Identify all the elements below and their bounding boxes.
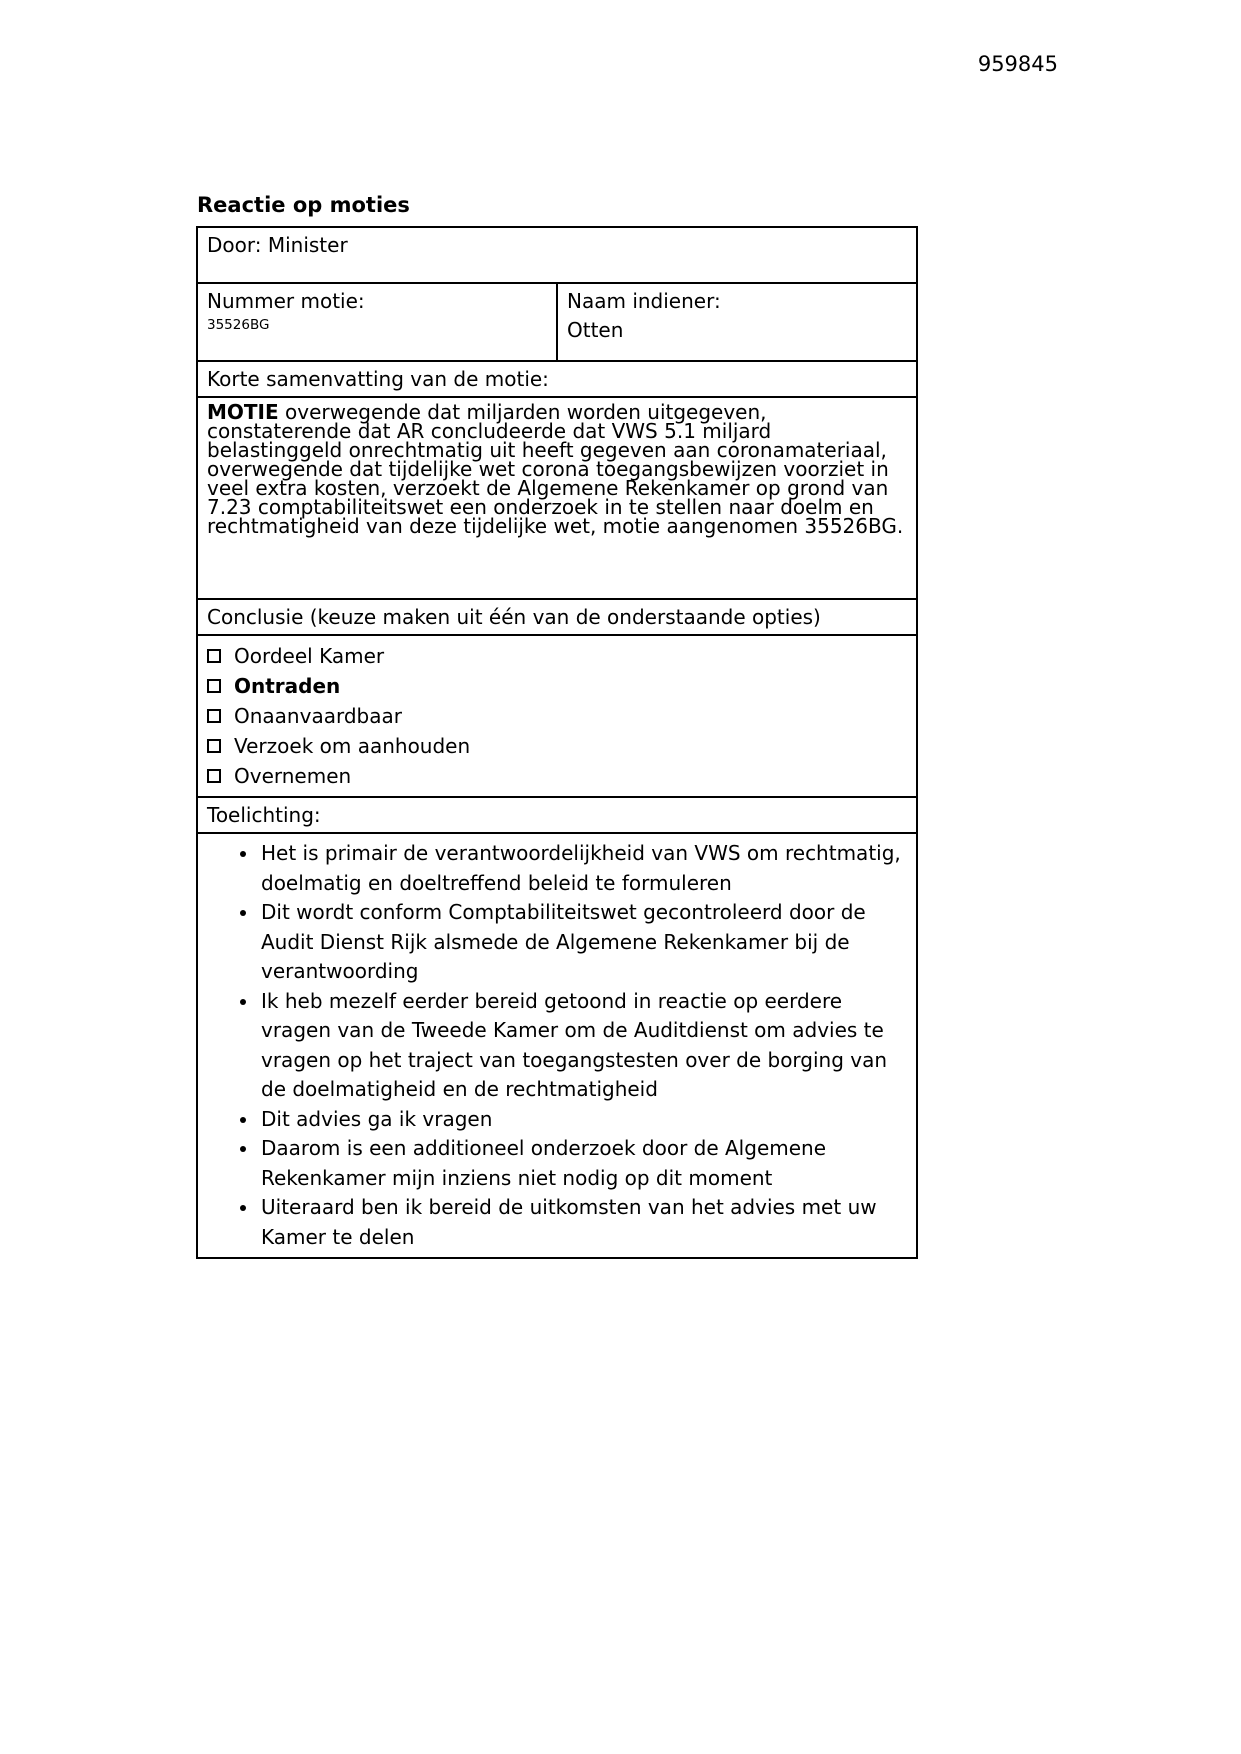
conclusie-options-row	[197, 635, 917, 797]
samenvatting-lead: MOTIE	[207, 400, 279, 424]
option-label: Ontraden	[234, 674, 341, 698]
motie-form-table	[196, 226, 918, 1259]
conclusie-header-row	[197, 599, 917, 635]
nummer-motie-value: 35526BG	[207, 317, 270, 333]
samenvatting-header: Korte samenvatting van de motie:	[197, 361, 917, 397]
door-row	[197, 227, 917, 283]
option-verzoek-om-aanhouden[interactable]	[207, 731, 907, 761]
toelichting-header: Toelichting:	[197, 797, 917, 833]
samenvatting-header-row	[197, 361, 917, 397]
doc-number: 959845	[977, 52, 1058, 76]
option-label: Overnemen	[234, 764, 352, 788]
conclusie-options	[197, 635, 917, 797]
page-title: Reactie op moties	[197, 193, 410, 217]
option-label: Onaanvaardbaar	[234, 704, 402, 728]
option-ontraden[interactable]	[207, 671, 907, 701]
option-oordeel-kamer[interactable]	[207, 641, 907, 671]
option-label: Oordeel Kamer	[234, 644, 385, 668]
nummer-motie-cell	[197, 283, 557, 361]
checkbox-icon[interactable]	[207, 769, 221, 783]
door-field: Door: Minister	[197, 227, 917, 283]
samenvatting-text	[197, 397, 917, 599]
toelichting-list	[207, 839, 907, 1252]
conclusie-header: Conclusie (keuze maken uit één van de onderstaande opties)	[197, 599, 917, 635]
toelichting-item: • Daarom is een additioneel onderzoek door de Algemene Rekenkamer mijn inziens niet nodig op dit moment	[259, 1134, 907, 1193]
toelichting-item: • Uiteraard ben ik bereid de uitkomsten van het advies met uw Kamer te delen	[259, 1193, 907, 1252]
naam-indiener-label: Naam indiener:	[567, 289, 721, 313]
toelichting-item: • Dit wordt conform Comptabiliteitswet gecontroleerd door de Audit Dienst Rijk alsmede de Algemene Rekenkamer bij de verantwoording	[259, 898, 907, 987]
document-content	[196, 193, 918, 1259]
checkbox-icon[interactable]	[207, 679, 221, 693]
option-onaanvaardbaar[interactable]	[207, 701, 907, 731]
motie-meta-row	[197, 283, 917, 361]
checkbox-icon[interactable]	[207, 649, 221, 663]
nummer-motie-label: Nummer motie:	[207, 289, 365, 313]
naam-indiener-value: Otten	[567, 318, 624, 342]
naam-indiener-cell	[557, 283, 917, 361]
option-label: Verzoek om aanhouden	[234, 734, 471, 758]
toelichting-row	[197, 833, 917, 1258]
samenvatting-row	[197, 397, 917, 599]
toelichting-item: • Ik heb mezelf eerder bereid getoond in reactie op eerdere vragen van de Tweede Kamer om de Auditdienst om advies te vragen op het traject van toegangstesten over de borging van de doelmatigheid en de rechtmatigheid	[259, 987, 907, 1105]
toelichting-header-row	[197, 797, 917, 833]
option-overnemen[interactable]	[207, 761, 907, 791]
checkbox-icon[interactable]	[207, 709, 221, 723]
samenvatting-body: overwegende dat miljarden worden uitgegeven, constaterende dat AR concludeerde dat VWS 5.1 miljard belastinggeld onrechtmatig uit heeft gegeven aan coronamateriaal, overwegende dat tijdelijke wet corona toegangsbewijzen voorziet in veel extra kosten, verzoekt de Algemene Rekenkamer op grond van 7.23 comptabiliteitswet een onderzoek in te stellen naar doelm en rechtmatigheid van deze tijdelijke wet, motie aangenomen 35526BG.	[207, 400, 904, 538]
toelichting-item: • Dit advies ga ik vragen	[259, 1105, 907, 1135]
toelichting-notes	[197, 833, 917, 1258]
checkbox-icon[interactable]	[207, 739, 221, 753]
toelichting-item: • Het is primair de verantwoordelijkheid van VWS om rechtmatig, doelmatig en doeltreffend beleid te formuleren	[259, 839, 907, 898]
